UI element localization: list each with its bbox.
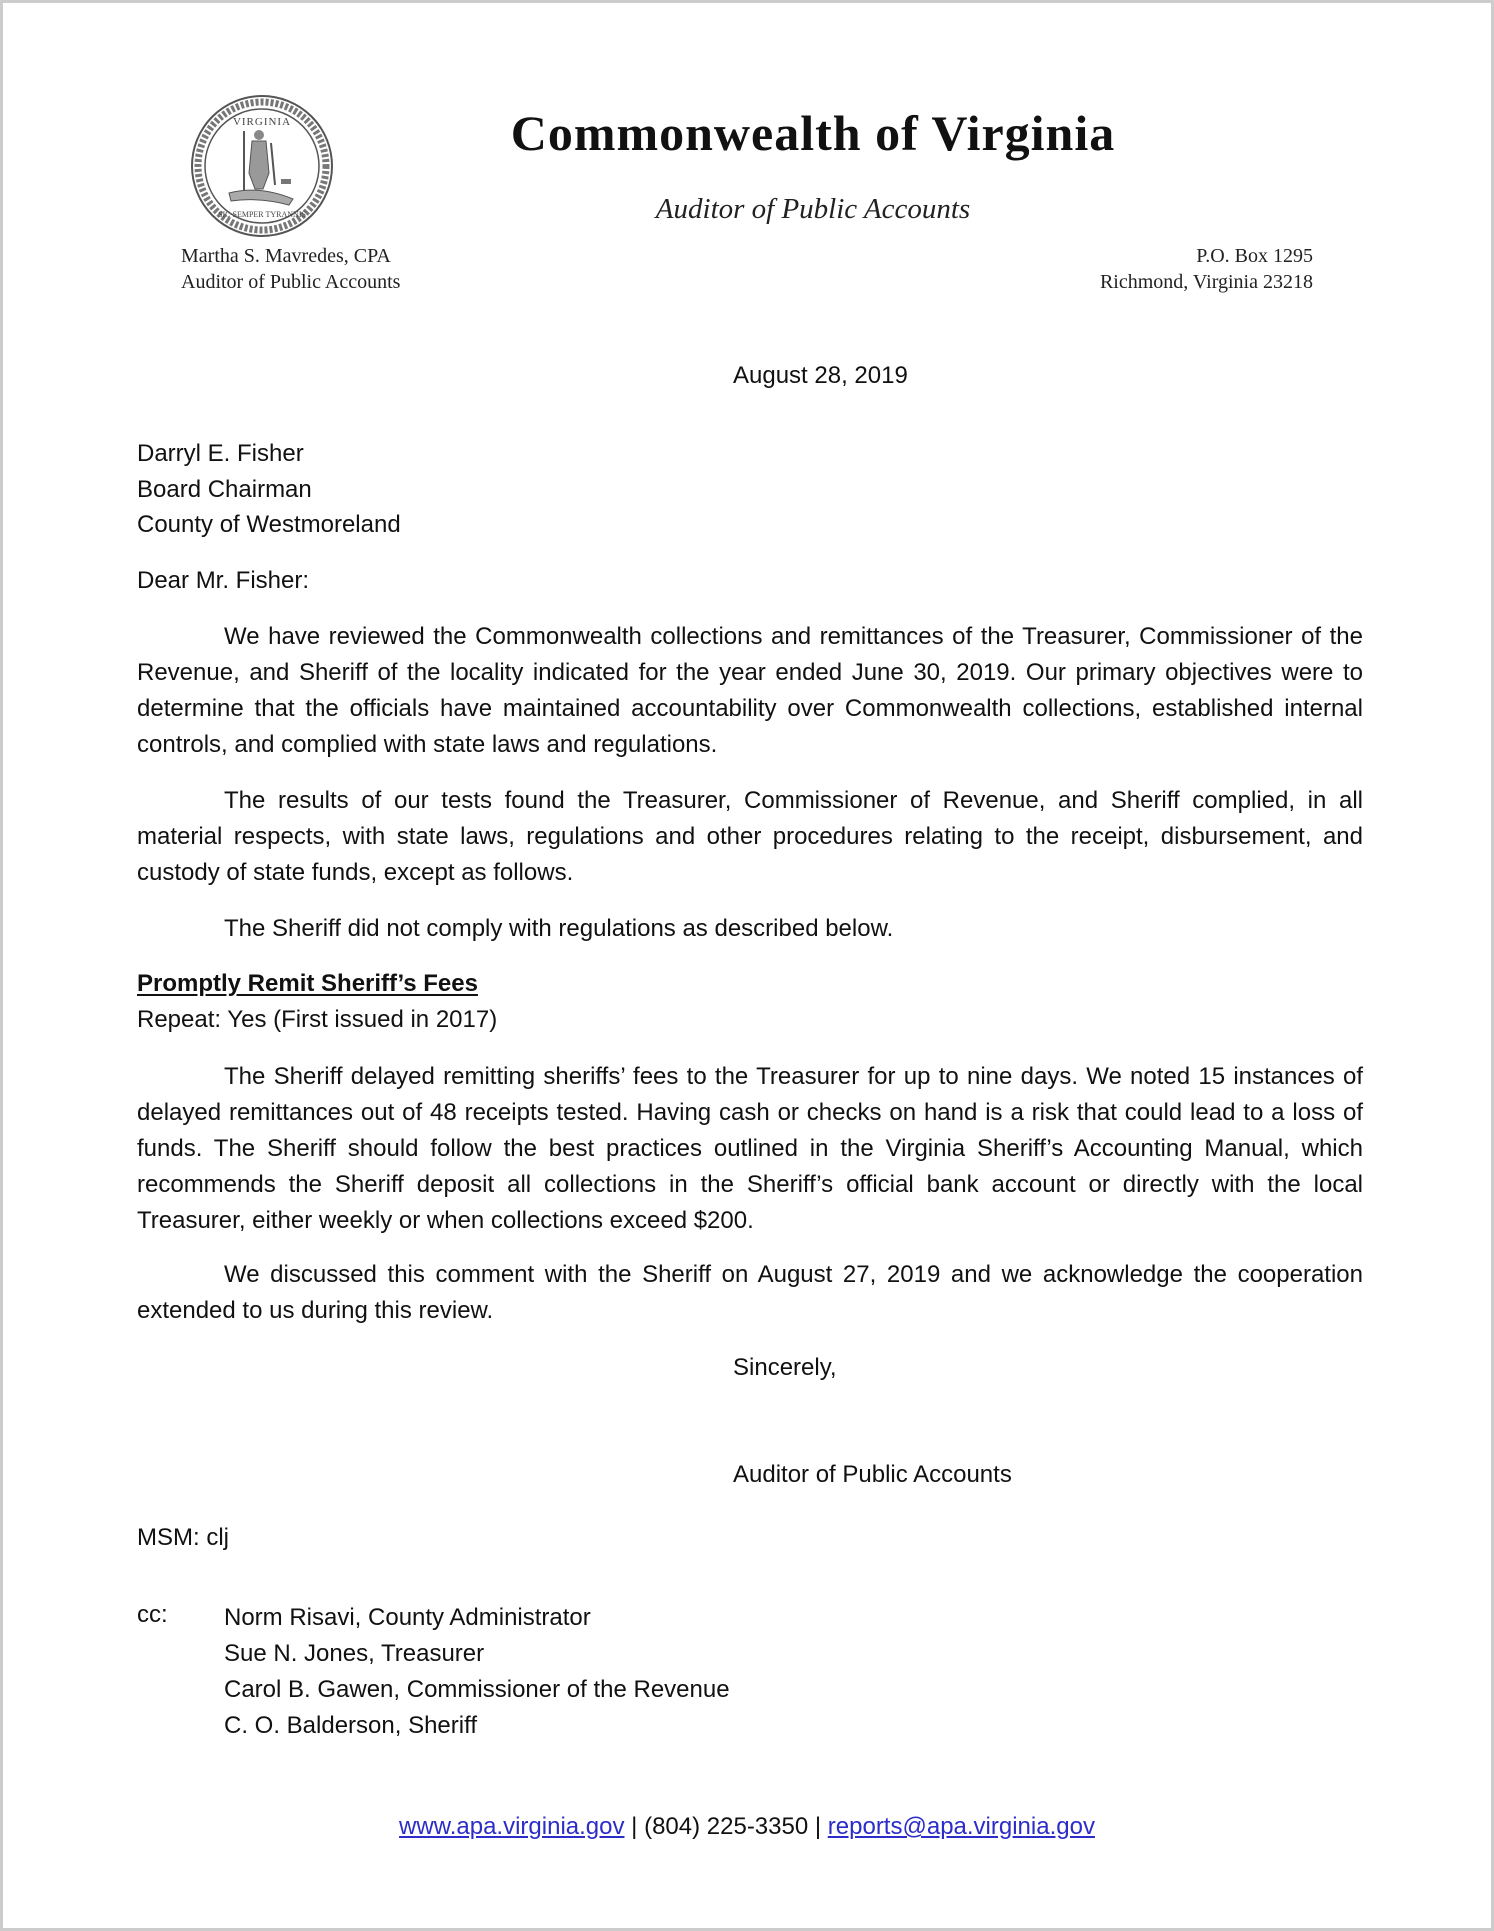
closing-salutation: Sincerely, bbox=[733, 1354, 837, 1381]
footer-separator: | bbox=[631, 1813, 638, 1840]
svg-text:VIRGINIA: VIRGINIA bbox=[232, 116, 292, 128]
salutation: Dear Mr. Fisher: bbox=[137, 567, 310, 594]
finding-body: The Sheriff delayed remitting sheriffs’ fees to the Treasurer for up to nine days. We noted 15 instances of delayed remittances out of 48 receipts tested. Having cash or checks on hand is a risk that could lead to a loss of funds. The Sheriff should follow the best practices outlined in the Virginia Sheriff’s Accounting Manual, which recommends the Sheriff deposit all collections in the Sheriff’s official bank account or directly with the local Treasurer, either weekly or when collections exceed $200. bbox=[137, 1063, 1363, 1234]
paragraph-review-scope: We have reviewed the Commonwealth collections and remittances of the Treasurer, Commissioner of the Revenue, and Sheriff of the locality indicated for the year ended June 30, 2019. Our primary objectives were to determine that the officials have maintained accountability over Commonwealth collections, established internal controls, and complied with state laws and regulations. bbox=[137, 623, 1363, 758]
page-footer bbox=[3, 1811, 1491, 1843]
cc-list bbox=[224, 1600, 730, 1744]
phone-number: (804) 225-3350 bbox=[644, 1813, 809, 1840]
auditor-name: Martha S. Mavredes, CPA bbox=[181, 245, 391, 267]
website-link[interactable]: www.apa.virginia.gov bbox=[399, 1813, 625, 1840]
cc-label: cc: bbox=[137, 1601, 168, 1628]
paragraph-noncompliance: The Sheriff did not comply with regulations as described below. bbox=[224, 915, 894, 942]
auditor-name-block bbox=[181, 243, 400, 295]
mailing-address-block bbox=[1100, 243, 1313, 295]
letterhead-title: Commonwealth of Virginia bbox=[510, 105, 1116, 161]
svg-text:SIC SEMPER TYRANNIS: SIC SEMPER TYRANNIS bbox=[218, 210, 306, 219]
cc-recipient: C. O. Balderson, Sheriff bbox=[224, 1712, 478, 1739]
paragraph-test-results: The results of our tests found the Treasurer, Commissioner of Revenue, and Sheriff complied, in all material respects, with state laws, regulations and other procedures relating to the receipt, disbursement, and custody of state funds, except as follows. bbox=[137, 787, 1363, 886]
finding-heading: Promptly Remit Sheriff’s Fees bbox=[137, 970, 478, 997]
recipient-title: Board Chairman bbox=[137, 476, 312, 503]
cc-recipient: Sue N. Jones, Treasurer bbox=[224, 1640, 485, 1667]
signature-block: Auditor of Public Accounts bbox=[733, 1461, 1012, 1488]
recipient-organization: County of Westmoreland bbox=[137, 511, 401, 538]
footer-separator: | bbox=[814, 1813, 822, 1840]
email-link[interactable]: reports@apa.virginia.gov bbox=[827, 1813, 1095, 1840]
cc-recipient: Carol B. Gawen, Commissioner of the Revenue bbox=[224, 1676, 730, 1703]
po-box: P.O. Box 1295 bbox=[1196, 245, 1313, 267]
letterhead-subtitle: Auditor of Public Accounts bbox=[655, 193, 971, 225]
city-state-zip: Richmond, Virginia 23218 bbox=[1099, 271, 1313, 293]
finding-repeat-status: Repeat: Yes (First issued in 2017) bbox=[137, 1006, 498, 1033]
paragraph-closing: We discussed this comment with the Sheriff on August 27, 2019 and we acknowledge the cooperation extended to us during this review. bbox=[137, 1261, 1363, 1324]
recipient-name: Darryl E. Fisher bbox=[137, 440, 304, 467]
reference-initials: MSM: clj bbox=[137, 1524, 229, 1551]
auditor-title: Auditor of Public Accounts bbox=[181, 271, 401, 293]
cc-recipient: Norm Risavi, County Administrator bbox=[224, 1604, 591, 1631]
letter-date: August 28, 2019 bbox=[733, 362, 908, 389]
